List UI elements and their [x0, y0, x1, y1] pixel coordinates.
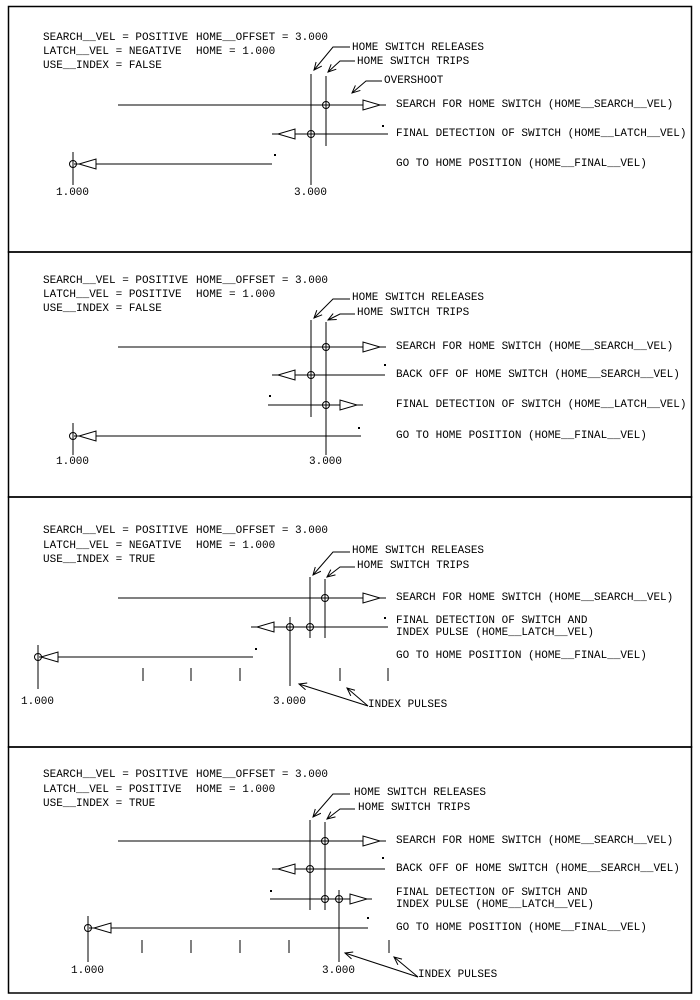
p4-backoff-move	[272, 857, 385, 874]
param-home: HOME = 1.000	[196, 784, 276, 796]
row-label: BACK OFF OF HOME SWITCH (HOME__SEARCH__VEL)	[396, 369, 680, 381]
callout-trips-label: HOME SWITCH TRIPS	[358, 802, 471, 814]
callout-releases-label: HOME SWITCH RELEASES	[352, 545, 485, 557]
axis-home-label: 1.000	[56, 456, 90, 468]
p4-latch-move	[270, 890, 372, 904]
row-label: FINAL DETECTION OF SWITCH (HOME__LATCH__VEL)	[396, 128, 687, 140]
param-home: HOME = 1.000	[196, 540, 276, 552]
param-search-vel: SEARCH__VEL = POSITIVE	[43, 525, 189, 537]
callout-trips-label: HOME SWITCH TRIPS	[357, 56, 470, 68]
p3-switch-lines	[290, 552, 355, 686]
row-label: INDEX PULSE (HOME__LATCH__VEL)	[396, 627, 595, 639]
param-latch-vel: LATCH__VEL = NEGATIVE	[43, 540, 182, 552]
callout-releases-label: HOME SWITCH RELEASES	[352, 42, 485, 54]
row-label: FINAL DETECTION OF SWITCH AND	[396, 615, 588, 627]
axis-home-label: 1.000	[71, 965, 105, 977]
row-label: INDEX PULSE (HOME__LATCH__VEL)	[396, 899, 595, 911]
p4-index-pulse-ticks	[142, 940, 389, 953]
axis-home-label: 1.000	[21, 696, 55, 708]
p2-latch-move	[268, 395, 363, 410]
p4-index-pulses-leaders	[345, 953, 418, 977]
p2-go-home-move	[70, 427, 362, 441]
p2-switch-lines	[311, 299, 355, 455]
callout-releases-label: HOME SWITCH RELEASES	[352, 292, 485, 304]
index-pulses-label: INDEX PULSES	[418, 969, 498, 981]
param-search-vel: SEARCH__VEL = POSITIVE	[43, 769, 189, 781]
param-search-vel: SEARCH__VEL = POSITIVE	[43, 32, 189, 44]
row-label: GO TO HOME POSITION (HOME__FINAL__VEL)	[396, 922, 647, 934]
param-use-index: USE__INDEX = FALSE	[43, 303, 162, 315]
index-pulses-label: INDEX PULSES	[368, 699, 448, 711]
row-label: GO TO HOME POSITION (HOME__FINAL__VEL)	[396, 650, 647, 662]
row-label: SEARCH FOR HOME SWITCH (HOME__SEARCH__VEL)	[396, 835, 674, 847]
param-home-offset: HOME__OFFSET = 3.000	[196, 32, 329, 44]
row-label: GO TO HOME POSITION (HOME__FINAL__VEL)	[396, 430, 647, 442]
param-home: HOME = 1.000	[196, 289, 276, 301]
p3-index-pulse-ticks	[143, 668, 388, 681]
callout-overshoot-label: OVERSHOOT	[384, 75, 444, 87]
row-label: SEARCH FOR HOME SWITCH (HOME__SEARCH__VEL)	[396, 592, 674, 604]
p1-search-move	[118, 100, 386, 110]
param-use-index: USE__INDEX = TRUE	[43, 554, 156, 566]
row-label: FINAL DETECTION OF SWITCH (HOME__LATCH__VEL)	[396, 399, 687, 411]
callout-trips-label: HOME SWITCH TRIPS	[357, 307, 470, 319]
p2-search-move	[118, 342, 386, 352]
p3-latch-move	[251, 617, 388, 632]
param-search-vel: SEARCH__VEL = POSITIVE	[43, 275, 189, 287]
param-home-offset: HOME__OFFSET = 3.000	[196, 525, 329, 537]
param-home-offset: HOME__OFFSET = 3.000	[196, 275, 329, 287]
p4-search-move	[118, 836, 386, 846]
param-latch-vel: LATCH__VEL = POSITIVE	[43, 289, 182, 301]
p1-latch-move	[272, 125, 388, 139]
row-label: GO TO HOME POSITION (HOME__FINAL__VEL)	[396, 158, 647, 170]
param-home-offset: HOME__OFFSET = 3.000	[196, 769, 329, 781]
p3-index-pulses-leaders	[299, 684, 368, 706]
callout-releases-label: HOME SWITCH RELEASES	[354, 787, 487, 799]
param-use-index: USE__INDEX = TRUE	[43, 798, 156, 810]
axis-home-label: 1.000	[56, 187, 90, 199]
row-label: FINAL DETECTION OF SWITCH AND	[396, 887, 588, 899]
p3-search-move	[118, 593, 386, 603]
param-latch-vel: LATCH__VEL = NEGATIVE	[43, 46, 182, 58]
p2-backoff-move	[272, 364, 386, 380]
p3-go-home-move	[35, 648, 258, 662]
row-label: SEARCH FOR HOME SWITCH (HOME__SEARCH__VEL)	[396, 99, 674, 111]
axis-offset-label: 3.000	[273, 696, 307, 708]
axis-offset-label: 3.000	[309, 456, 343, 468]
row-label: BACK OFF OF HOME SWITCH (HOME__SEARCH__VEL)	[396, 863, 680, 875]
p1-go-home-move	[70, 154, 277, 169]
axis-offset-label: 3.000	[294, 187, 328, 199]
p4-switch-lines	[310, 794, 355, 962]
p4-go-home-move	[85, 917, 370, 933]
row-label: SEARCH FOR HOME SWITCH (HOME__SEARCH__VEL)	[396, 341, 674, 353]
param-use-index: USE__INDEX = FALSE	[43, 60, 162, 72]
callout-trips-label: HOME SWITCH TRIPS	[357, 560, 470, 572]
param-home: HOME = 1.000	[196, 46, 276, 58]
param-latch-vel: LATCH__VEL = POSITIVE	[43, 784, 182, 796]
axis-offset-label: 3.000	[322, 965, 356, 977]
